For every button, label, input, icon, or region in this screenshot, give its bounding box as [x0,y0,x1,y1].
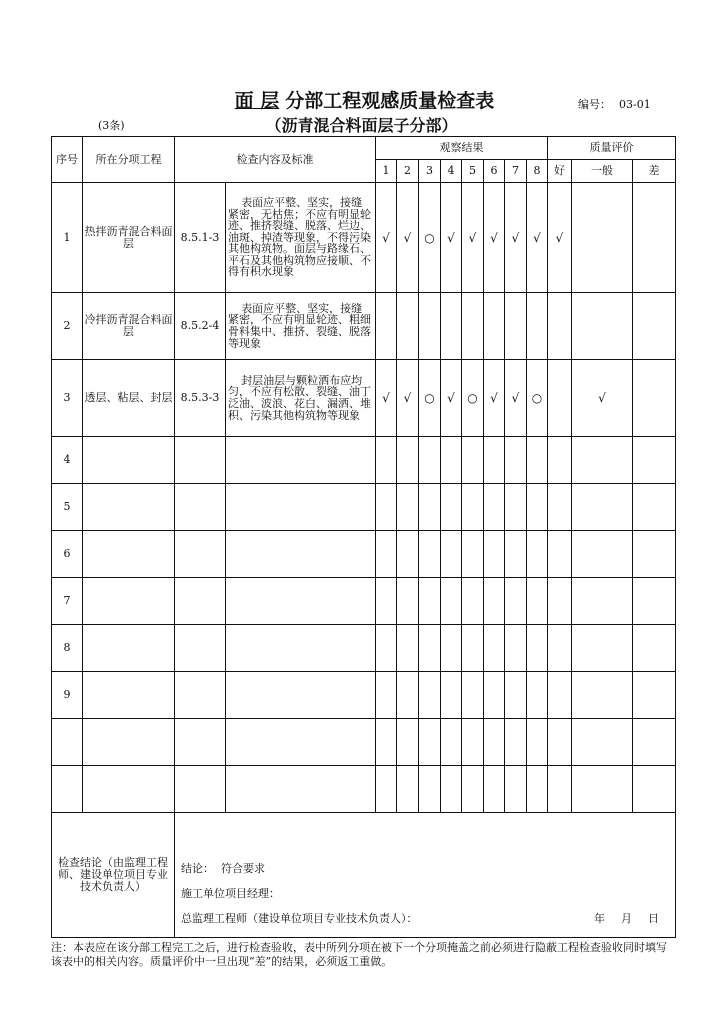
quality-mark [572,719,633,766]
obs-mark [484,531,505,578]
row-clause [175,625,226,672]
row-project [83,719,175,766]
obs-mark [419,625,441,672]
obs-mark [441,766,462,813]
code-value: 03-01 [619,98,651,111]
obs-mark [505,578,527,625]
obs-mark [376,531,397,578]
obs-mark [527,672,548,719]
obs-mark [376,578,397,625]
obs-mark: ○ [419,183,441,293]
quality-mark: √ [572,360,633,437]
row-project [83,437,175,484]
sign-date [578,913,659,925]
quality-mark [633,578,676,625]
quality-mark [548,437,572,484]
row-content [226,484,376,531]
obs-mark [527,437,548,484]
conclusion-content [175,813,675,937]
obs-mark: √ [397,183,419,293]
row-content [226,531,376,578]
quality-mark [548,672,572,719]
row-content [226,625,376,672]
row-clause [175,437,226,484]
header-seq: 序号 [52,137,83,183]
quality-mark [633,484,676,531]
date-day: 日 [648,912,659,925]
title-part: 面 层 [234,90,280,112]
obs-mark: √ [527,183,548,293]
obs-mark [397,578,419,625]
obs-number-7: 7 [505,160,527,183]
title-rest: 分部工程观感质量检查表 [285,90,495,112]
obs-mark: √ [441,360,462,437]
obs-number-4: 4 [441,160,462,183]
table-row [52,484,676,531]
obs-mark [419,719,441,766]
obs-mark [397,766,419,813]
obs-mark: √ [505,360,527,437]
date-year: 年 [594,912,605,925]
quality-mark [548,578,572,625]
row-project: 透层、粘层、封层 [83,360,175,437]
quality-mark [572,578,633,625]
row-clause [175,531,226,578]
quality-mark [572,484,633,531]
table-row [52,578,676,625]
obs-mark: √ [484,360,505,437]
quality-mark [548,293,572,360]
row-clause [175,578,226,625]
obs-mark [505,672,527,719]
obs-mark: ○ [462,360,484,437]
quality-mark: √ [548,183,572,293]
row-clause [175,766,226,813]
quality-mark [548,766,572,813]
quality-mark [633,766,676,813]
obs-mark [441,719,462,766]
row-clause: 8.5.1-3 [175,183,226,293]
table-row [52,719,676,766]
obs-mark [462,625,484,672]
row-seq: 1 [52,183,83,293]
construction-manager-label: 施工单位项目经理： [181,887,280,900]
chief-supervisor-label: 总监理工程师（建设单位项目专业技术负责人）： [181,912,418,925]
row-project [83,484,175,531]
quality-mark [548,360,572,437]
quality-mark [572,625,633,672]
row-content: 表面应平整、坚实，接缝紧密，不应有明显轮迹、粗细骨料集中、推挤、裂缝、脱落等现象 [226,293,376,360]
obs-number-2: 2 [397,160,419,183]
quality-mark [633,437,676,484]
obs-mark [484,578,505,625]
obs-mark [397,484,419,531]
obs-number-8: 8 [527,160,548,183]
row-content [226,437,376,484]
row-seq: 3 [52,360,83,437]
obs-number-6: 6 [484,160,505,183]
quality-mark [633,531,676,578]
obs-mark [441,484,462,531]
obs-mark [419,293,441,360]
obs-mark: √ [505,183,527,293]
code-label: 编号： [578,98,611,111]
obs-mark [505,625,527,672]
header-project: 所在分项工程 [83,137,175,183]
obs-mark [376,484,397,531]
obs-mark [484,766,505,813]
row-project [83,625,175,672]
obs-mark [419,766,441,813]
quality-mark [633,719,676,766]
row-seq: 6 [52,531,83,578]
obs-mark: √ [462,183,484,293]
quality-mark [633,360,676,437]
form-code [578,96,651,112]
item-count: (3条) [98,119,125,132]
obs-mark [527,293,548,360]
obs-mark: √ [376,183,397,293]
obs-mark [505,766,527,813]
obs-mark [376,672,397,719]
quality-level-2: 一般 [572,160,633,183]
obs-mark [462,766,484,813]
row-content: 封层油层与颗粒洒布应均匀，不应有松散、裂缝、油丁泛油、波浪、花白、漏洒、堆积、污染其他构筑物等现象 [226,360,376,437]
obs-mark [397,293,419,360]
obs-mark [376,293,397,360]
obs-mark [505,293,527,360]
obs-mark [484,484,505,531]
obs-mark [462,293,484,360]
row-clause: 8.5.2-4 [175,293,226,360]
quality-mark [572,672,633,719]
row-content: 表面应平整、坚实，接缝紧密，无枯焦；不应有明显轮迹、推挤裂缝、脱落、烂边、油斑、掉渣等现象，不得污染其他构筑物。面层与路缘石、平石及其他构筑物应接顺、不得有积水现象 [226,183,376,293]
row-seq: 9 [52,672,83,719]
obs-mark: √ [376,360,397,437]
quality-mark [572,531,633,578]
obs-mark [484,625,505,672]
header-observation: 观察结果 [376,137,548,160]
quality-mark [548,719,572,766]
row-project [83,531,175,578]
obs-mark: √ [441,183,462,293]
quality-mark [633,625,676,672]
header-content: 检查内容及标准 [175,137,376,183]
obs-mark [505,531,527,578]
obs-mark [397,625,419,672]
obs-mark [441,578,462,625]
obs-mark [462,672,484,719]
quality-mark [633,183,676,293]
obs-mark [419,672,441,719]
obs-mark [462,437,484,484]
row-seq [52,766,83,813]
row-clause: 8.5.3-3 [175,360,226,437]
obs-mark [376,766,397,813]
row-clause [175,719,226,766]
quality-mark [548,531,572,578]
row-content [226,672,376,719]
obs-mark [397,437,419,484]
obs-mark [527,484,548,531]
obs-mark [441,293,462,360]
obs-number-1: 1 [376,160,397,183]
obs-mark [527,719,548,766]
row-content [226,766,376,813]
obs-mark [484,672,505,719]
header-row-1 [52,137,676,160]
row-seq: 2 [52,293,83,360]
quality-mark [572,293,633,360]
row-seq [52,719,83,766]
obs-mark [419,578,441,625]
table-row [52,293,676,360]
obs-mark [505,437,527,484]
conclusion-value: 符合要求 [221,862,265,875]
obs-mark [397,719,419,766]
row-project: 热拌沥青混合料面层 [83,183,175,293]
row-project [83,578,175,625]
obs-mark [376,719,397,766]
quality-mark [572,437,633,484]
row-project: 冷拌沥青混合料面层 [83,293,175,360]
quality-mark [572,766,633,813]
obs-mark [527,766,548,813]
obs-mark [462,531,484,578]
row-clause [175,484,226,531]
quality-mark [572,183,633,293]
obs-mark [419,484,441,531]
row-project [83,672,175,719]
table-row [52,183,676,293]
obs-mark [462,578,484,625]
obs-number-5: 5 [462,160,484,183]
table-row [52,766,676,813]
quality-mark [633,293,676,360]
obs-mark [505,484,527,531]
obs-mark [441,625,462,672]
obs-mark [527,578,548,625]
quality-level-3: 差 [633,160,676,183]
table-row [52,437,676,484]
obs-mark: ○ [527,360,548,437]
row-content [226,719,376,766]
obs-mark [397,672,419,719]
conclusion-key: 结论： [181,862,214,875]
obs-mark [505,719,527,766]
obs-mark [376,437,397,484]
obs-mark [527,625,548,672]
obs-mark [397,531,419,578]
obs-mark [419,437,441,484]
quality-mark [633,672,676,719]
conclusion-row [52,813,676,938]
table-row [52,625,676,672]
obs-mark [527,531,548,578]
obs-mark [484,293,505,360]
row-seq: 5 [52,484,83,531]
obs-mark: √ [484,183,505,293]
obs-mark [462,719,484,766]
obs-mark [441,437,462,484]
quality-level-1: 好 [548,160,572,183]
row-seq: 8 [52,625,83,672]
row-project [83,766,175,813]
page-subtitle: （沥青混合料面层子分部） [265,116,458,135]
quality-mark [548,484,572,531]
footnote: 注：本表应在该分部工程完工之后，进行检查验收，表中所列分项在被下一个分项掩盖之前必须进行隐蔽工程检查验收同时填写该表中的相关内容。质量评价中一旦出现“差”的结果，必须返工重做。 [51,941,667,968]
table-row [52,360,676,437]
inspection-table [51,136,676,938]
obs-mark: √ [397,360,419,437]
row-seq: 4 [52,437,83,484]
row-clause [175,672,226,719]
header-quality: 质量评价 [548,137,676,160]
obs-mark [462,484,484,531]
table-row [52,531,676,578]
obs-mark [484,437,505,484]
obs-mark [441,531,462,578]
date-month: 月 [621,912,632,925]
row-content [226,578,376,625]
quality-mark [548,625,572,672]
obs-mark [484,719,505,766]
obs-mark: ○ [419,360,441,437]
obs-mark [441,672,462,719]
conclusion-label: 检查结论（由监理工程师、建设单位项目专业技术负责人） [52,813,175,938]
obs-mark [376,625,397,672]
obs-mark [419,531,441,578]
conclusion-box [175,813,676,938]
table-row [52,672,676,719]
row-seq: 7 [52,578,83,625]
obs-number-3: 3 [419,160,441,183]
